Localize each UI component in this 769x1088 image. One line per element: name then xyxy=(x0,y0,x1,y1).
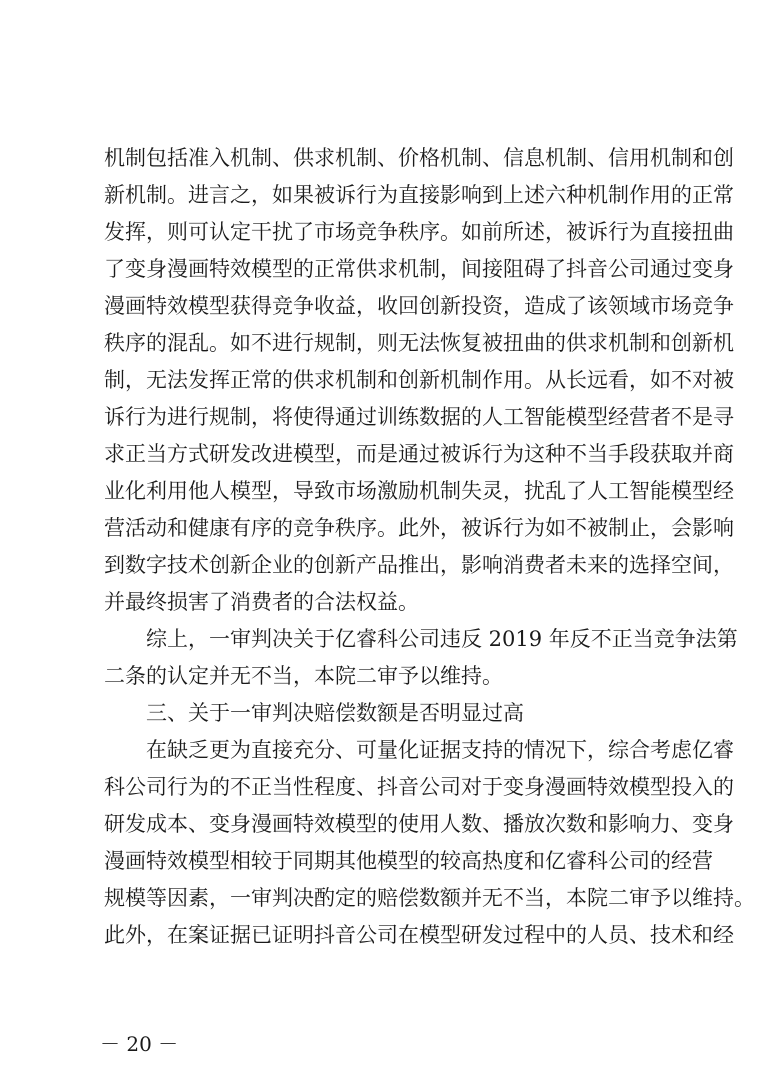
body-line: 秩序的混乱。如不进行规制，则无法恢复被扭曲的供求机制和创新机 xyxy=(104,331,734,355)
body-line: 到数字技术创新企业的创新产品推出，影响消费者未来的选择空间， xyxy=(104,553,734,577)
body-line: 二条的认定并无不当，本院二审予以维持。 xyxy=(104,664,503,688)
body-line: 发挥，则可认定干扰了市场竞争秩序。如前所述，被诉行为直接扭曲 xyxy=(104,220,734,244)
body-line: 研发成本、变身漫画特效模型的使用人数、播放次数和影响力、变身 xyxy=(104,812,734,836)
body-line: 此外，在案证据已证明抖音公司在模型研发过程中的人员、技术和经 xyxy=(104,923,734,947)
body-line: 新机制。进言之，如果被诉行为直接影响到上述六种机制作用的正常 xyxy=(104,183,734,207)
body-line: 规模等因素，一审判决酌定的赔偿数额并无不当，本院二审予以维持。 xyxy=(104,886,755,910)
body-line: 营活动和健康有序的竞争秩序。此外，被诉行为如不被制止，会影响 xyxy=(104,516,734,540)
body-line: 并最终损害了消费者的合法权益。 xyxy=(104,590,419,614)
body-line: 诉行为进行规制，将使得通过训练数据的人工智能模型经营者不是寻 xyxy=(104,405,734,429)
body-line: 求正当方式研发改进模型，而是通过被诉行为这种不当手段获取并商 xyxy=(104,442,734,466)
body-line: 了变身漫画特效模型的正常供求机制，间接阻碍了抖音公司通过变身 xyxy=(104,257,734,281)
page-number: － 20 － xyxy=(100,1032,179,1056)
body-line: 科公司行为的不正当性程度、抖音公司对于变身漫画特效模型投入的 xyxy=(104,775,734,799)
body-line: 在缺乏更为直接充分、可量化证据支持的情况下，综合考虑亿睿 xyxy=(104,738,734,762)
body-line: 漫画特效模型相较于同期其他模型的较高热度和亿睿科公司的经营 xyxy=(104,849,713,873)
body-line: 漫画特效模型获得竞争收益，收回创新投资，造成了该领域市场竞争 xyxy=(104,294,734,318)
body-line: 综上，一审判决关于亿睿科公司违反 2019 年反不正当竞争法第 xyxy=(104,627,738,651)
section-heading: 三、关于一审判决赔偿数额是否明显过高 xyxy=(104,701,524,725)
body-line: 机制包括准入机制、供求机制、价格机制、信息机制、信用机制和创 xyxy=(104,146,734,170)
body-line: 制，无法发挥正常的供求机制和创新机制作用。从长远看，如不对被 xyxy=(104,368,734,392)
body-line: 业化利用他人模型，导致市场激励机制失灵，扰乱了人工智能模型经 xyxy=(104,479,734,503)
